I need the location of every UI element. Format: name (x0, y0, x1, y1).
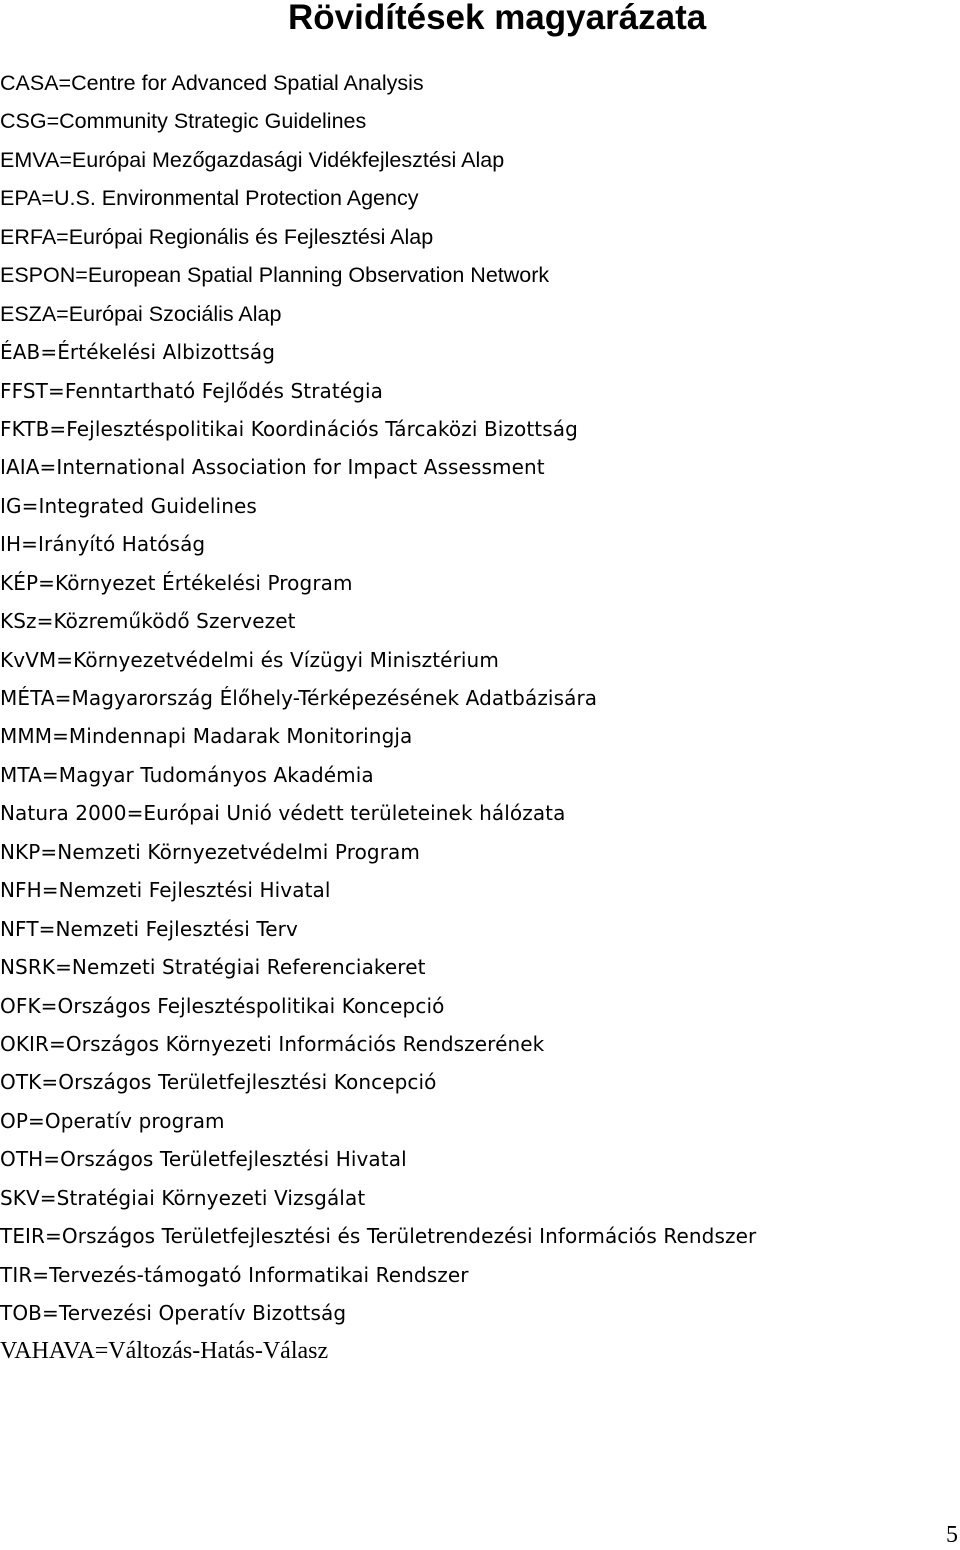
abbreviation-item: NFH=Nemzeti Fejlesztési Hivatal (0, 878, 331, 903)
abbreviation-item: SKV=Stratégiai Környezeti Vizsgálat (0, 1185, 366, 1210)
abbreviation-item: EPA=U.S. Environmental Protection Agency (0, 186, 419, 211)
page-number: 5 (946, 1522, 958, 1548)
abbreviation-item: KvVM=Környezetvédelmi és Vízügyi Minisztérium (0, 647, 499, 672)
abbreviation-item: TIR=Tervezés-támogató Informatikai Rendszer (0, 1262, 469, 1287)
abbreviation-item: IAIA=International Association for Impact Assessment (0, 455, 545, 480)
abbreviation-item: OFK=Országos Fejlesztéspolitikai Koncepció (0, 993, 445, 1018)
abbreviation-item: FFST=Fenntartható Fejlődés Stratégia (0, 378, 384, 403)
abbreviation-item: ESPON=European Spatial Planning Observation Network (0, 263, 550, 288)
abbreviation-item: CASA=Centre for Advanced Spatial Analysis (0, 71, 424, 95)
abbreviation-item: OTK=Országos Területfejlesztési Koncepció (0, 1070, 437, 1095)
abbreviation-item: ESZA=Európai Szociális Alap (0, 301, 282, 326)
abbreviation-item: MTA=Magyar Tudományos Akadémia (0, 762, 374, 787)
abbreviation-item: OTH=Országos Területfejlesztési Hivatal (0, 1147, 407, 1172)
abbreviation-item: IH=Irányító Hatóság (0, 532, 206, 557)
abbreviation-item: EMVA=Európai Mezőgazdasági Vidékfejlesztési Alap (0, 147, 505, 172)
abbreviation-list (0, 64, 756, 1371)
abbreviation-item: IG=Integrated Guidelines (0, 493, 257, 518)
abbreviation-item: NKP=Nemzeti Környezetvédelmi Program (0, 839, 420, 864)
abbreviation-item: KÉP=Környezet Értékelési Program (0, 570, 353, 595)
abbreviation-item: OP=Operatív program (0, 1108, 225, 1133)
abbreviation-item: ERFA=Európai Regionális és Fejlesztési Alap (0, 224, 434, 249)
abbreviation-item: FKTB=Fejlesztéspolitikai Koordinációs Tárcaközi Bizottság (0, 416, 578, 441)
abbreviation-item: MÉTA=Magyarország Élőhely-Térképezésének Adatbázisára (0, 686, 598, 710)
abbreviation-item: OKIR=Országos Környezeti Információs Rendszerének (0, 1031, 545, 1056)
abbreviation-item: TEIR=Országos Területfejlesztési és Területrendezési Információs Rendszer (0, 1224, 757, 1249)
page-title: Rövidítések magyarázata (288, 0, 707, 37)
abbreviation-item: NFT=Nemzeti Fejlesztési Terv (0, 916, 298, 941)
abbreviation-item: NSRK=Nemzeti Stratégiai Referenciakeret (0, 955, 426, 980)
abbreviation-item: TOB=Tervezési Operatív Bizottság (0, 1301, 347, 1325)
abbreviation-item: KSz=Közreműködő Szervezet (0, 609, 296, 634)
abbreviation-item: MMM=Mindennapi Madarak Monitoringja (0, 724, 413, 749)
abbreviation-item: ÉAB=Értékelési Albizottság (0, 340, 276, 365)
abbreviation-item: VAHAVA=Változás-Hatás-Válasz (0, 1338, 329, 1365)
abbreviation-item: Natura 2000=Európai Unió védett területeinek hálózata (0, 801, 566, 826)
abbreviation-item: CSG=Community Strategic Guidelines (0, 109, 367, 134)
